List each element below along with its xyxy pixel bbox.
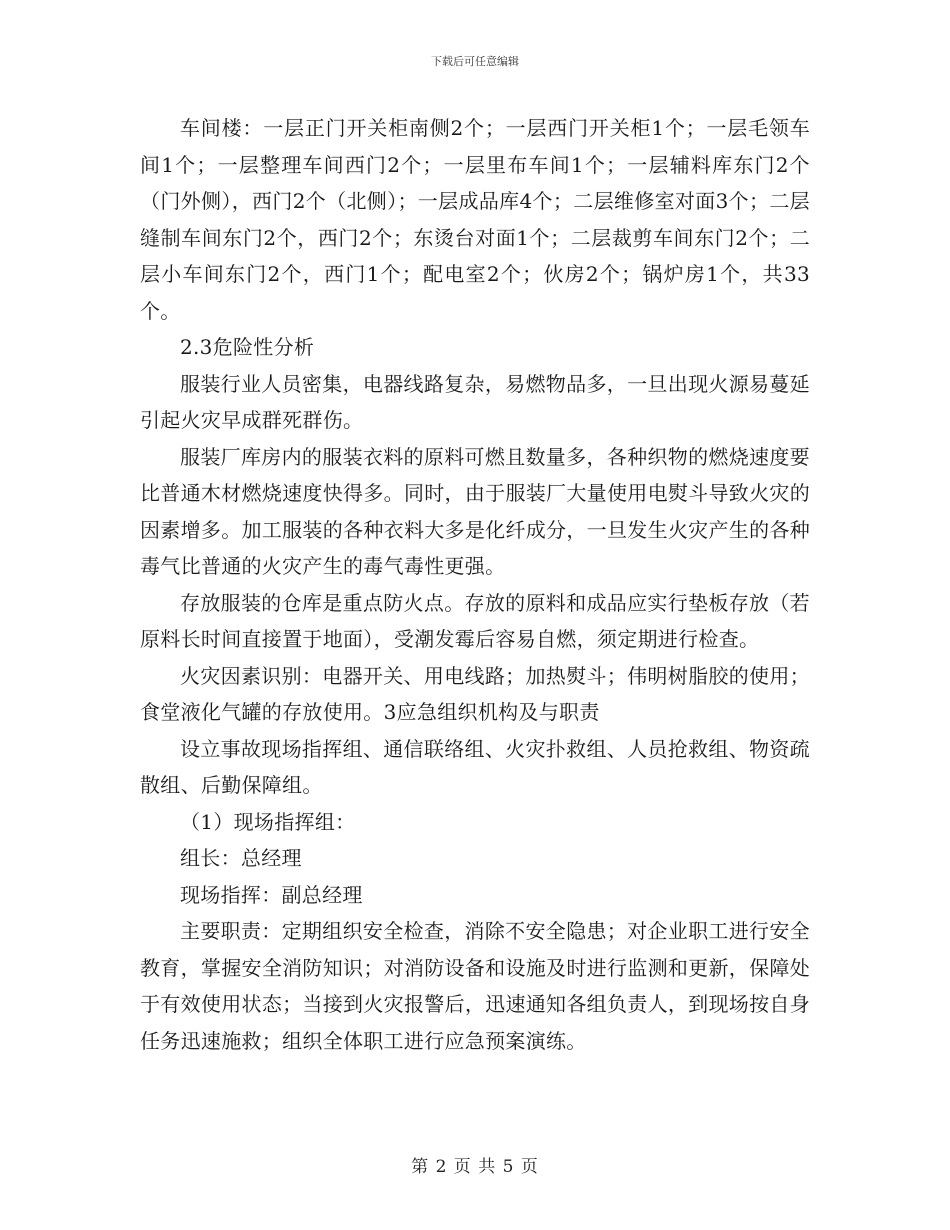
paragraph-emergency-groups: 设立事故现场指挥组、通信联络组、火灾扑救组、人员抢救组、物资疏散组、后勤保障组。 — [140, 736, 810, 797]
paragraph-site-commander: 现场指挥：副总经理 — [180, 882, 363, 907]
section-heading-risk-analysis: 2.3危险性分析 — [180, 335, 315, 359]
paragraph-fire-factors: 火灾因素识别：电器开关、用电线路；加热熨斗；伟明树脂胶的使用；食堂液化气罐的存放使用。3应急组织机构及与职责 — [140, 663, 810, 724]
subheading-command-group: （1）现场指挥组： — [180, 809, 356, 834]
header-note: 下载后可任意编辑 — [431, 55, 519, 68]
paragraph-workshop-extinguishers: 车间楼：一层正门开关柜南侧2个；一层西门开关柜1个；一层毛领车间1个；一层整理车间西门2个；一层里布车间1个；一层辅料库东门2个（门外侧），西门2个（北侧）；一层成品库4个；二层维修室对面3个；二层缝制车间东门2个，西门2个；东烫台对面1个；二层裁剪车间东门2个；二层小车间东门2个，西门1个；配电室2个；伙房2个；锅炉房1个，共33个。 — [140, 116, 810, 323]
page-number-footer: 第 2 页 共 5 页 — [411, 1157, 539, 1177]
paragraph-main-duties: 主要职责：定期组织安全检查，消除不安全隐患；对企业职工进行安全教育，掌握安全消防知识；对消防设备和设施及时进行监测和更新，保障处于有效使用状态；当接到火灾报警后，迅速通知各组负责人，到现场按自身任务迅速施救；组织全体职工进行应急预案演练。 — [140, 919, 810, 1053]
paragraph-warehouse-materials: 服装厂库房内的服装衣料的原料可燃且数量多，各种织物的燃烧速度要比普通木材燃烧速度快得多。同时，由于服装厂大量使用电熨斗导致火灾的因素增多。加工服装的各种衣料大多是化纤成分，一旦发生火灾产生的各种毒气比普通的火灾产生的毒气毒性更强。 — [140, 444, 810, 578]
paragraph-industry-risk: 服装行业人员密集，电器线路复杂，易燃物品多，一旦出现火源易蔓延引起火灾早成群死群伤。 — [140, 371, 810, 432]
paragraph-group-leader: 组长：总经理 — [180, 846, 302, 870]
document-body — [140, 110, 810, 1059]
paragraph-storage-fire-point: 存放服装的仓库是重点防火点。存放的原料和成品应实行垫板存放（若原料长时间直接置于地面），受潮发霉后容易自燃，须定期进行检查。 — [140, 590, 810, 651]
